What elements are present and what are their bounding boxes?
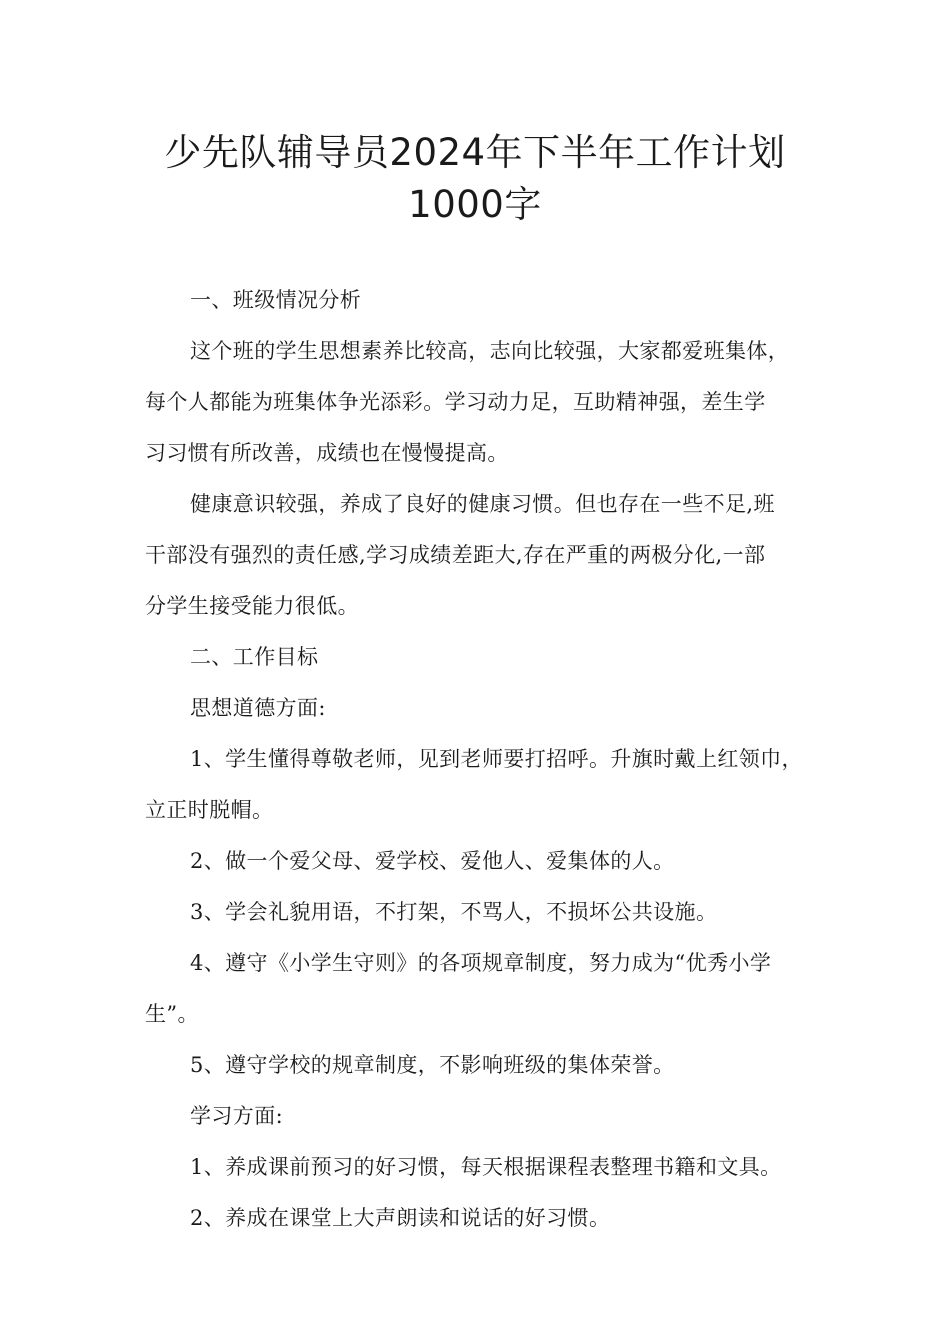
list-item: 5、遵守学校的规章制度，不影响班级的集体荣誉。 [190, 1053, 675, 1077]
list-item-continuation: 生”。 [145, 1002, 199, 1026]
paragraph-line: 这个班的学生思想素养比较高，志向比较强，大家都爱班集体， [190, 339, 790, 363]
document-title-line-2: 1000字 [408, 183, 542, 226]
document-title-line-1: 少先队辅导员2024年下半年工作计划 [164, 131, 786, 174]
subheading-moral: 思想道德方面: [190, 696, 326, 720]
list-item-continuation: 立正时脱帽。 [145, 798, 274, 822]
section-heading-class-analysis: 一、班级情况分析 [190, 288, 362, 312]
paragraph-line: 干部没有强烈的责任感,学习成绩差距大,存在严重的两极分化,一部 [145, 543, 766, 567]
list-item: 2、养成在课堂上大声朗读和说话的好习惯。 [190, 1206, 611, 1230]
paragraph-line: 每个人都能为班集体争光添彩。学习动力足，互助精神强，差生学 [145, 390, 766, 414]
paragraph-line: 分学生接受能力很低。 [145, 594, 359, 618]
document-body [145, 275, 817, 1244]
list-item: 3、学会礼貌用语，不打架，不骂人，不损坏公共设施。 [190, 900, 718, 924]
list-item: 4、遵守《小学生守则》的各项规章制度，努力成为“优秀小学 [190, 951, 772, 975]
subheading-study: 学习方面: [190, 1104, 284, 1128]
paragraph-line: 健康意识较强，养成了良好的健康习惯。但也存在一些不足,班 [190, 492, 775, 516]
list-item: 1、养成课前预习的好习惯，每天根据课程表整理书籍和文具。 [190, 1155, 782, 1179]
section-heading-work-goals: 二、工作目标 [190, 645, 319, 669]
paragraph-line: 习习惯有所改善，成绩也在慢慢提高。 [145, 441, 509, 465]
list-item: 2、做一个爱父母、爱学校、爱他人、爱集体的人。 [190, 849, 675, 873]
list-item: 1、学生懂得尊敬老师，见到老师要打招呼。升旗时戴上红领巾， [190, 747, 803, 771]
